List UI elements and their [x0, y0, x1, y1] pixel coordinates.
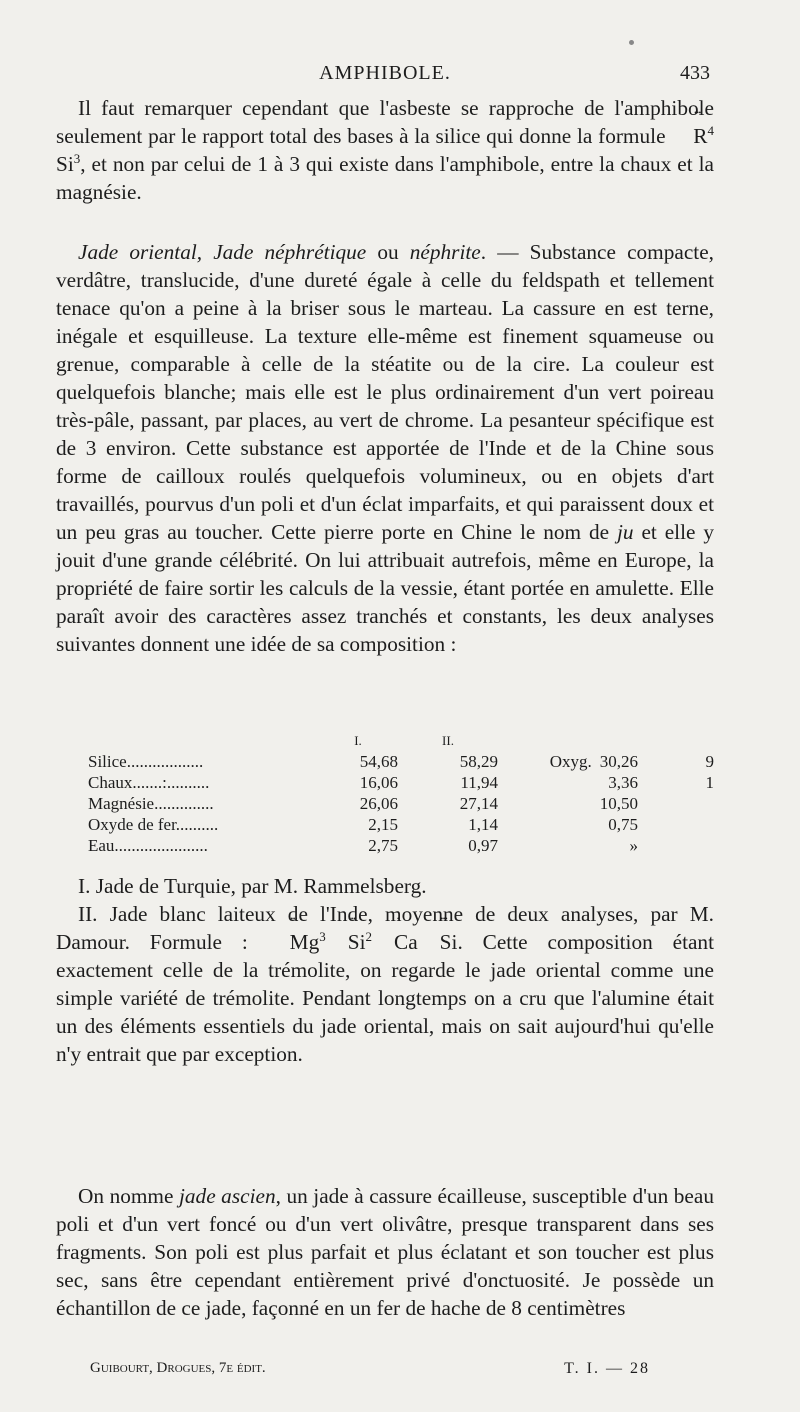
value-analysis-I: 26,06 [359, 794, 398, 813]
formula-Si-exponent: 3 [73, 150, 81, 166]
formula-Si-b: • • • Si [418, 928, 458, 956]
paragraph-asbeste [56, 94, 714, 206]
entry-title: Jade oriental, Jade néphrétique [78, 240, 367, 264]
oxygen-label: Oxyg. [549, 752, 592, 771]
component-label: Silice.................. [88, 752, 204, 771]
oxygen-ratio: 9 [705, 752, 714, 771]
note-1: I. Jade de Turquie, par M. Rammelsberg. [78, 874, 427, 898]
oxygen-ratio [638, 835, 714, 856]
analysis-notes [56, 872, 714, 1068]
oxygen-value [498, 814, 638, 835]
page-number: 433 [680, 62, 710, 84]
value-analysis-II: 0,97 [468, 836, 498, 855]
value-analysis-I: 2,75 [368, 836, 398, 855]
analysis-row [88, 814, 714, 835]
para1-text-b: , et non par celui de 1 à 3 qui existe dans l'amphibole, entre la chaux et la magnésie. [56, 152, 714, 204]
note-2-text-a: II. Jade blanc laiteux de l'Inde, moyenne de deux analyses, par M. Damour. Formule : [56, 902, 714, 954]
note-2-text-b: . Cette composition étant exactement celle de la trémolite, on regarde le jade oriental comme une simple variété de trémolite. Pendant longtemps on a cru que l'alumine était un des éléments essentiels du jade oriental, mais on sait aujourd'hui qu'elle n'y entrait que par exception. [56, 930, 714, 1066]
oxygen-value [498, 793, 638, 814]
running-title: AMPHIBOLE. [319, 62, 451, 84]
formula-Si-a-exponent: 2 [365, 928, 372, 944]
chinese-name: ju [616, 520, 634, 544]
analysis-row [88, 793, 714, 814]
column-header-II: II. [442, 733, 454, 748]
ascien-text-b: , un jade à cassure écailleuse, susceptible d'un beau poli et d'un vert foncé ou d'un vert olivâtre, presque transparent dans ses fragments. Son poli est plus parfait et plus éclatant et son toucher est plus sec, sans être cependant entièrement privé d'onctuosité. Je possède un échantillon de ce jade, façonné en un fer de hache de 8 centimètres [56, 1184, 714, 1320]
jade-description-b: et elle y jouit d'une grande célébrité. On lui attribuait autrefois, même en Europe, la propriété de faire sortir les calculs de la vessie, étant portée en amulette. Elle paraît avoir des caractères assez tranchés et constants, les deux analyses suivantes donnent une idée de sa composition : [56, 520, 714, 656]
analysis-row [88, 772, 714, 793]
value-analysis-II: 58,29 [459, 752, 498, 771]
component-label: Oxyde de fer.......... [88, 815, 219, 834]
formula-Ca: • Ca [372, 928, 418, 956]
value-analysis-II: 27,14 [459, 794, 498, 813]
formula-Si-a: • • • Si [326, 928, 366, 956]
jade-ascien-term: jade ascien [178, 1184, 276, 1208]
entry-title-alt: néphrite [409, 240, 481, 264]
formula-R-exponent: 4 [707, 122, 714, 138]
running-header [60, 62, 710, 88]
oxygen-value [498, 835, 638, 856]
oxygen-ratio [638, 814, 714, 835]
oxygen-number: 0,75 [608, 815, 638, 834]
footer-publication: Guibourt, Drogues, 7e édit. [90, 1360, 266, 1376]
ascien-text-a: On nomme [78, 1184, 179, 1208]
footer-signature: T. I. — 28 [564, 1360, 650, 1377]
component-label: Chaux.......:.......... [88, 773, 210, 792]
paragraph-jade-ascien [56, 1182, 714, 1322]
oxygen-number: » [629, 836, 638, 855]
analysis-header-row [88, 730, 714, 751]
entry-title-connector: ou [366, 240, 410, 264]
formula-Si: Si [56, 152, 74, 176]
oxygen-number: 30,26 [599, 752, 638, 771]
value-analysis-II: 1,14 [468, 815, 498, 834]
value-analysis-I: 16,06 [359, 773, 398, 792]
jade-description-a: . — Substance compacte, verdâtre, translucide, d'une dureté égale à celle du feldspath et tellement tenace qu'on a peine à la briser sous le marteau. La cassure en est terne, inégale et esquilleuse. La texture elle-même est finement squameuse ou grenue, comparable à celle de la stéatite ou de la cire. La couleur est quelquefois blanche; mais elle est le plus ordinairement d'un vert poireau très-pâle, passant, par places, au vert de chrome. La pesanteur spécifique est de 3 environ. Cette substance est apportée de l'Inde et de la Chine sous forme de cailloux roulés quelquefois volumineux, ou en objets d'art travaillés, pourvus d'un poli et d'un éclat imparfaits, et qui paraissent doux et un peu gras au toucher. Cette pierre porte en Chine le nom de [56, 240, 714, 544]
component-label: Magnésie.............. [88, 794, 214, 813]
oxygen-number: 10,50 [599, 794, 638, 813]
formula-R: • • • R [671, 122, 707, 150]
component-label: Eau...................... [88, 836, 208, 855]
column-header-I: I. [354, 733, 362, 748]
page-footer [90, 1360, 650, 1384]
formula-Mg-exponent: 3 [319, 928, 326, 944]
para1-text-a: Il faut remarquer cependant que l'asbeste se rapproche de l'amphibole seulement par le rapport total des bases à la silice qui donne la formule [56, 96, 714, 148]
oxygen-value [498, 751, 638, 772]
value-analysis-I: 2,15 [368, 815, 398, 834]
value-analysis-I: 54,68 [359, 752, 398, 771]
oxygen-value [498, 772, 638, 793]
analysis-row [88, 835, 714, 856]
paragraph-jade-oriental [56, 238, 714, 658]
analysis-row [88, 751, 714, 772]
formula-Mg: • • • Mg [268, 928, 320, 956]
analysis-table [88, 730, 714, 856]
ink-dot [629, 40, 634, 45]
value-analysis-II: 11,94 [460, 773, 498, 792]
oxygen-number: 3,36 [608, 773, 638, 792]
oxygen-ratio [638, 793, 714, 814]
oxygen-ratio: 1 [705, 773, 714, 792]
